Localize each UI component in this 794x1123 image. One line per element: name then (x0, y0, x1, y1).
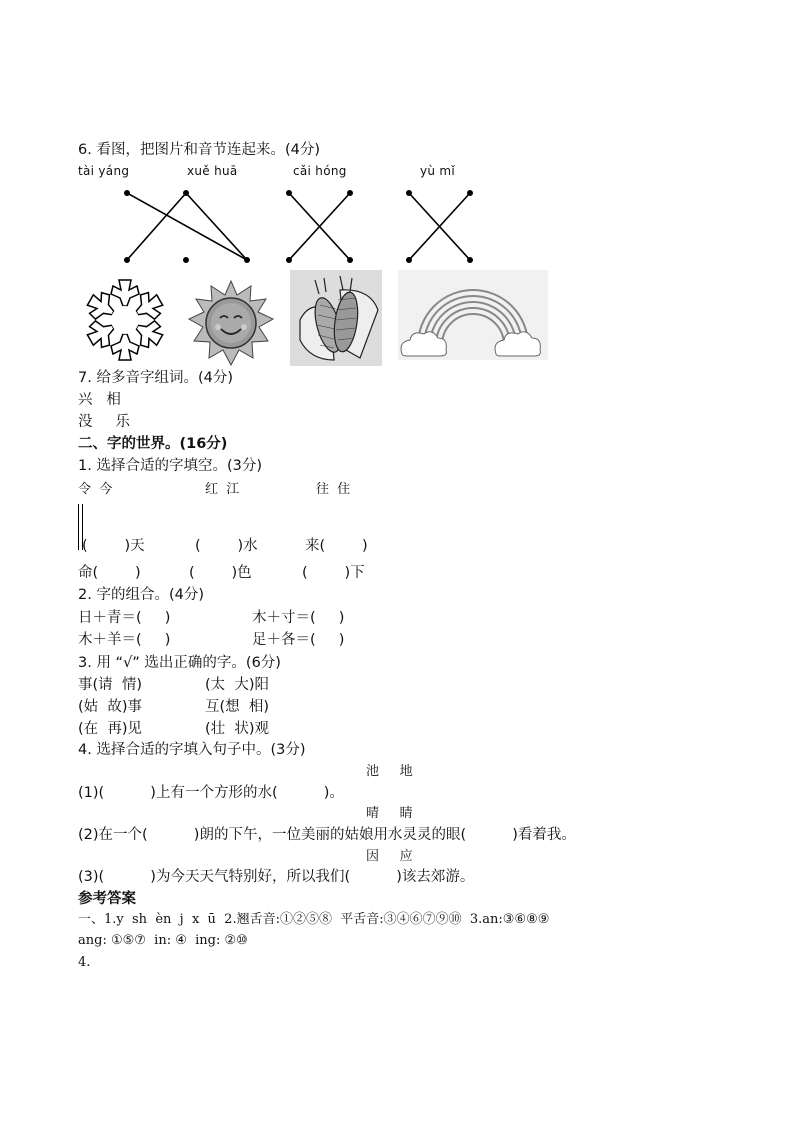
s2q2-item3: 木＋羊＝( ) (78, 632, 171, 648)
s2q4-heading: 4. 选择合适的字填入句子中。(3分) (78, 742, 306, 758)
answers-line2: ang: ①⑤⑦ in: ④ ing: ②⑩ (78, 933, 248, 948)
s2q4-sentence3: (3)( )为今天天气特别好，所以我们( )该去郊游。 (78, 869, 475, 885)
s2q4-opt1: 池 地 (366, 764, 413, 779)
s2q1-r2-b: ( )色 (189, 565, 252, 581)
q6-heading: 6. 看图，把图片和音节连起来。(4分) (78, 142, 320, 158)
s2q4-sentence1: (1)( )上有一个方形的水( )。 (78, 785, 344, 801)
s2q2-heading: 2. 字的组合。(4分) (78, 587, 204, 603)
s2q1-options-1: 令 今 (78, 482, 113, 497)
rainbow-icon (398, 270, 548, 360)
answers-line3: 4. (78, 955, 91, 970)
answers-heading: 参考答案 (78, 891, 136, 907)
corn-icon (290, 270, 382, 366)
line-xuehua-extra (186, 193, 247, 260)
s2q3-item4: 互(想 相) (205, 699, 270, 715)
s2q4-opt2: 晴 睛 (366, 806, 413, 821)
s2q2-item4: 足＋各＝( ) (252, 632, 345, 648)
q7-row2: 没 乐 (78, 414, 131, 430)
s2q2-item2: 木＋寸＝( ) (252, 610, 345, 626)
s2q2-item1: 日＋青＝( ) (78, 610, 171, 626)
line-taiyang-sun (127, 193, 247, 260)
s2q1-r1-b: ( )水 (195, 538, 258, 554)
s2q1-r2-a: 命( ) (78, 565, 141, 581)
s2q1-r2-c: ( )下 (302, 565, 365, 581)
q7-heading: 7. 给多音字组词。(4分) (78, 370, 233, 386)
s2q3-heading: 3. 用 “√” 选出正确的字。(6分) (78, 655, 281, 671)
s2q4-opt3: 因 应 (366, 849, 413, 864)
s2q3-item5: (在 再)见 (78, 721, 143, 737)
s2q3-item6: (壮 状)观 (205, 721, 270, 737)
s2q4-sentence2: (2)在一个( )朗的下午，一位美丽的姑娘用水灵灵的眼( )看着我。 (78, 827, 576, 843)
s2q1-r1-a: ( )天 (82, 538, 145, 554)
pinyin-xuehua: xuě huā (187, 164, 238, 178)
s2q1-options-2: 红 江 (205, 482, 240, 497)
line-xuehua-snow (127, 193, 186, 260)
pinyin-yumi: yù mǐ (420, 164, 456, 178)
pinyin-taiyang: tài yáng (78, 164, 130, 178)
section2-heading: 二、字的世界。(16分) (78, 436, 228, 452)
q7-row1: 兴 相 (78, 392, 121, 408)
snowflake-icon (75, 275, 175, 365)
s2q3-item2: (太 大)阳 (205, 677, 270, 693)
s2q1-heading: 1. 选择合适的字填空。(3分) (78, 458, 262, 474)
s2q1-r1-c: 来( ) (305, 538, 368, 554)
sun-icon (186, 278, 276, 368)
pinyin-caihong: cǎi hóng (293, 164, 347, 178)
s2q1-options-3: 往 住 (316, 482, 351, 497)
answers-line1: 一、1.y sh èn j x ū 2.翘舌音:①②⑤⑧ 平舌音:③④⑥⑦⑨⑩ 3.an:③⑥⑧⑨ (78, 912, 550, 927)
s2q3-item1: 事(请 情) (78, 677, 143, 693)
s2q3-item3: (姑 故)事 (78, 699, 143, 715)
